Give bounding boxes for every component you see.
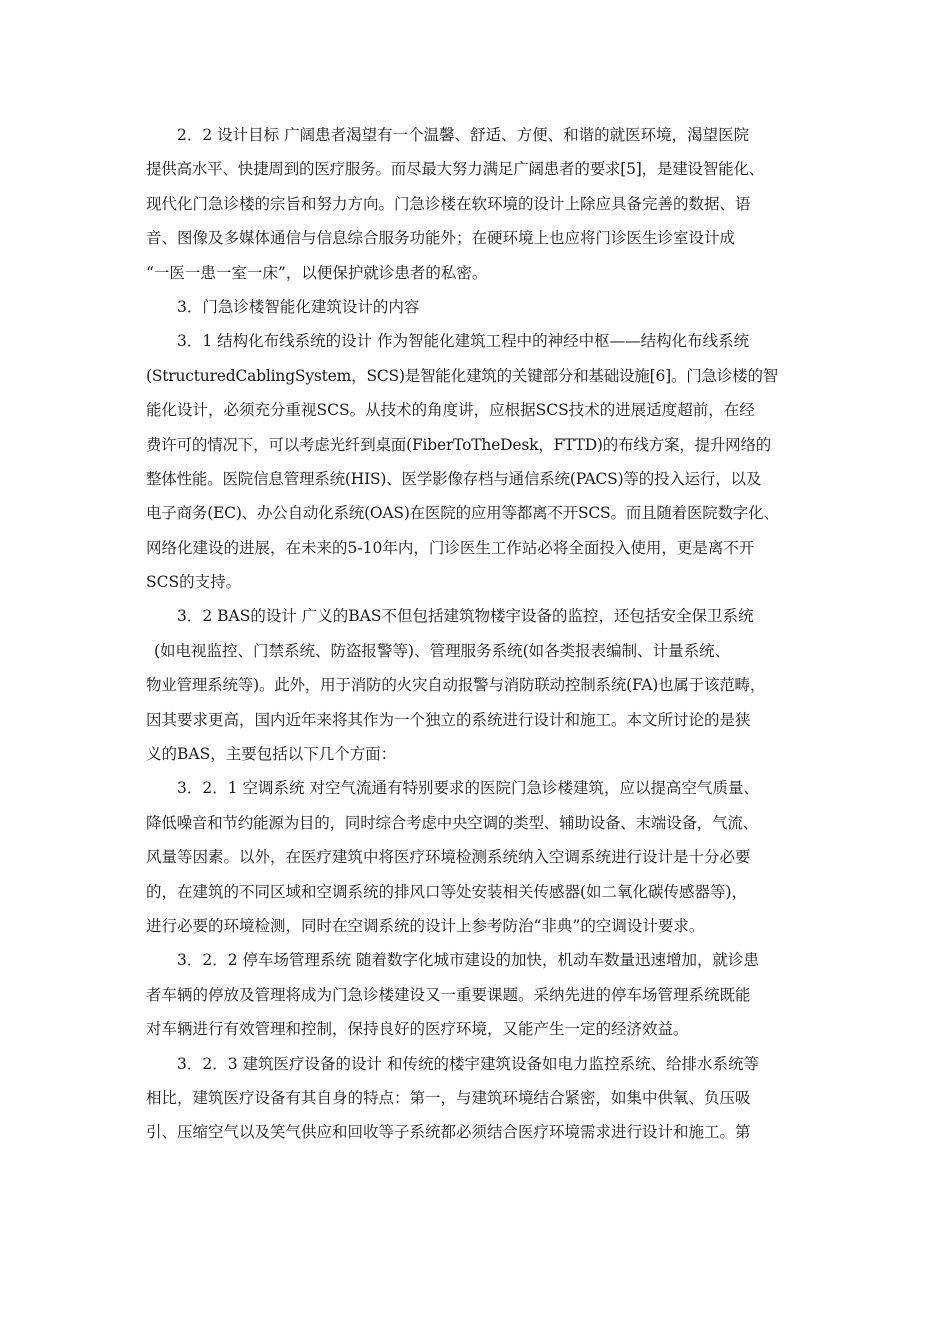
paragraph-3-2-3-line-3: 引、压缩空气以及笑气供应和回收等子系统都必须结合医疗环境需求进行设计和施工。第 [146, 1123, 751, 1142]
paragraph-3-2-1-line-2: 降低噪音和节约能源为目的，同时综合考虑中央空调的类型、辅助设备、末端设备，气流、 [146, 813, 759, 832]
paragraph-3-2-3-line-2: 相比，建筑医疗设备有其自身的特点：第一，与建筑环境结合紧密，如集中供氧、负压吸 [146, 1088, 751, 1107]
paragraph-3-2-line-3: 物业管理系统等)。此外，用于消防的火灾自动报警与消防联动控制系统(FA)也属于该范畴， [146, 676, 766, 695]
paragraph-2-2-line-3: 现代化门急诊楼的宗旨和努力方向。门急诊楼在软环境的设计上除应具备完善的数据、语 [146, 194, 751, 213]
paragraph-3-2-line-2: (如电视监控、门禁系统、防盗报警等)、管理服务系统(如各类报表编制、计量系统、 [154, 641, 731, 660]
paragraph-3-2-line-1: 3．2 BAS的设计 广义的BAS不但包括建筑物楼宇设备的监控，还包括安全保卫系统 [177, 607, 754, 626]
paragraph-3-1-line-1: 3．1 结构化布线系统的设计 作为智能化建筑工程中的神经中枢——结构化布线系统 [177, 332, 750, 351]
paragraph-3-1-line-8: SCS的支持。 [146, 573, 242, 592]
paragraph-3-2-1-line-4: 的，在建筑的不同区域和空调系统的排风口等处安装相关传感器(如二氧化碳传感器等)， [146, 882, 748, 901]
paragraph-3-2-2-line-3: 对车辆进行有效管理和控制，保持良好的医疗环境，又能产生一定的经济效益。 [146, 1020, 689, 1039]
paragraph-2-2-line-4: 音、图像及多媒体通信与信息综合服务功能外；在硬环境上也应将门诊医生诊室设计成 [146, 229, 736, 248]
document-body [146, 118, 826, 1150]
paragraph-3-1-line-4: 费许可的情况下，可以考虑光纤到桌面(FiberToTheDesk，FTTD)的布线方案，提升网络的 [146, 435, 772, 454]
paragraph-2-2-line-2: 提供高水平、快捷周到的医疗服务。而尽最大努力满足广阔患者的要求[5]，是建设智能化、 [146, 160, 765, 179]
paragraph-3-1-line-3: 能化设计，必须充分重视SCS。从技术的角度讲，应根据SCS技术的进展适度超前，在经 [146, 401, 755, 420]
paragraph-3-2-line-5: 义的BAS，主要包括以下几个方面： [146, 745, 397, 764]
paragraph-3-1-line-6: 电子商务(EC)、办公自动化系统(OAS)在医院的应用等都离不开SCS。而且随着医院数字化、 [146, 504, 779, 523]
section-3-heading: 3．门急诊楼智能化建筑设计的内容 [177, 297, 420, 316]
paragraph-3-1-line-2: (StructuredCablingSystem，SCS)是智能化建筑的关键部分和基础设施[6]。门急诊楼的智 [146, 366, 779, 385]
paragraph-3-2-line-4: 因其要求更高，国内近年来将其作为一个独立的系统进行设计和施工。本文所讨论的是狭 [146, 710, 751, 729]
paragraph-3-2-2-line-2: 者车辆的停放及管理将成为门急诊楼建设又一重要课题。采纳先进的停车场管理系统既能 [146, 985, 751, 1004]
paragraph-3-1-line-7: 网络化建设的进展，在未来的5-10年内，门诊医生工作站必将全面投入使用，更是离不开 [146, 538, 755, 557]
paragraph-3-2-3-line-1: 3．2．3 建筑医疗设备的设计 和传统的楼宇建筑设备如电力监控系统、给排水系统等 [177, 1054, 759, 1073]
paragraph-2-2-line-1: 2．2 设计目标 广阔患者渴望有一个温馨、舒适、方便、和谐的就医环境，渴望医院 [177, 126, 750, 144]
paragraph-3-2-1-line-1: 3．2．1 空调系统 对空气流通有特别要求的医院门急诊楼建筑，应以提高空气质量、 [177, 779, 759, 798]
paragraph-3-2-2-line-1: 3．2．2 停车场管理系统 随着数字化城市建设的加快，机动车数量迅速增加，就诊患 [177, 951, 759, 970]
paragraph-2-2-line-5: “一医一患一室一床”，以便保护就诊患者的私密。 [146, 263, 488, 282]
paragraph-3-1-line-5: 整体性能。医院信息管理系统(HIS)、医学影像存档与通信系统(PACS)等的投入运行，以及 [146, 469, 762, 488]
paragraph-3-2-1-line-5: 进行必要的环境检测，同时在空调系统的设计上参考防治“非典”的空调设计要求。 [146, 916, 705, 935]
paragraph-3-2-1-line-3: 风量等因素。以外，在医疗建筑中将医疗环境检测系统纳入空调系统进行设计是十分必要 [146, 848, 751, 867]
